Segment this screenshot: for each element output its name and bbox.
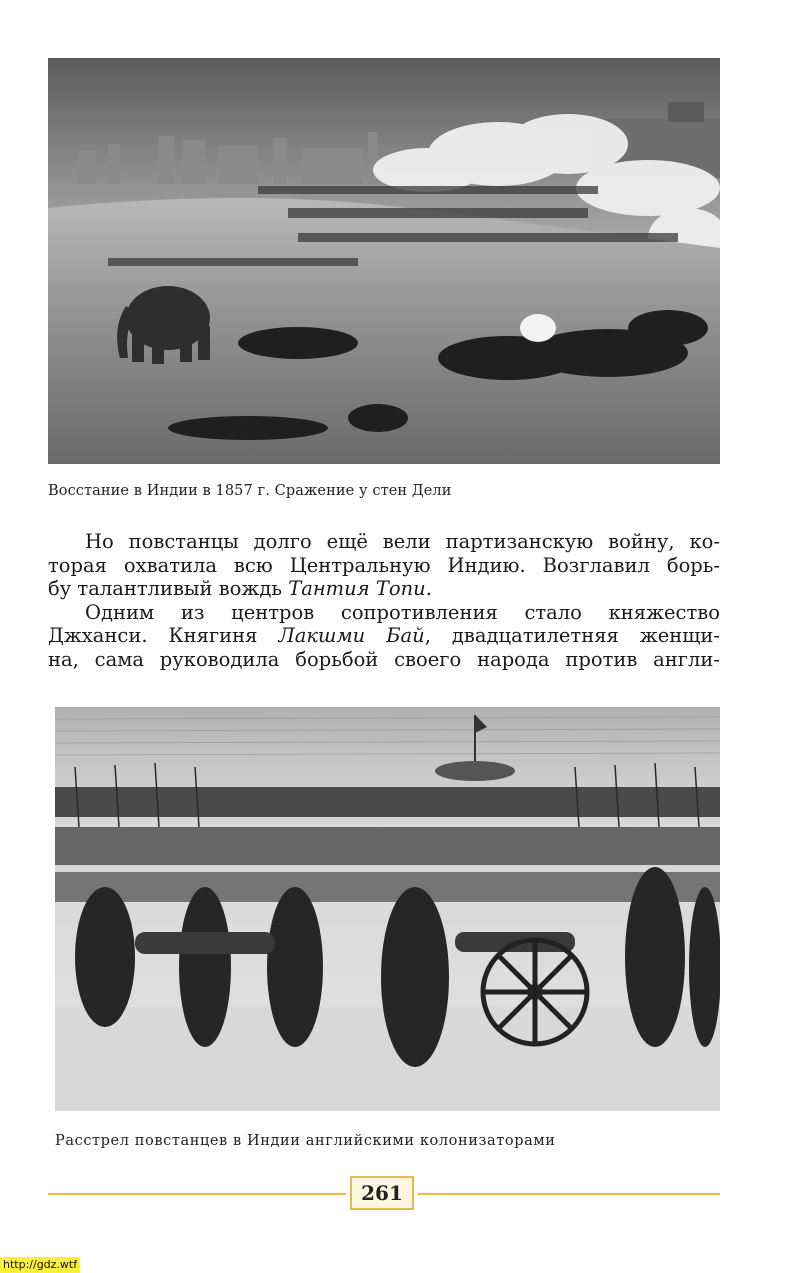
text-line (48, 601, 720, 625)
person-name-lakshmi-bai: Лакшми Бай (278, 624, 425, 648)
execution-engraving-image (55, 707, 720, 1111)
body-text (48, 530, 720, 672)
text-span: бу талантливый вождь (48, 577, 289, 601)
figure-caption-2: Расстрел повстанцев в Индии английскими колонизаторами (55, 1133, 556, 1149)
text-span: на, сама руководила борьбой своего народа против англи- (48, 647, 720, 671)
text-line (48, 624, 720, 648)
page-number: 261 (350, 1176, 414, 1210)
text-span: , двадцатилетняя женщи- (424, 624, 720, 648)
text-line (48, 577, 720, 601)
text-span: Одним из центров сопротивления стало княжество (85, 600, 720, 624)
text-line (48, 648, 720, 672)
text-line (48, 530, 720, 554)
text-span: Джханси. Княгиня (48, 624, 279, 648)
person-name-tantia-topi: Тантия Топи (288, 577, 426, 601)
text-span: торая охватила всю Центральную Индию. Возглавил борь- (48, 553, 720, 577)
battle-engraving-graphic (48, 58, 720, 464)
text-line (48, 554, 720, 578)
execution-engraving-graphic (55, 707, 720, 1111)
figure-caption-1: Восстание в Индии в 1857 г. Сражение у стен Дели (48, 483, 452, 499)
footer-rule-left (48, 1193, 346, 1195)
text-span: . (425, 577, 432, 601)
footer-rule-right (418, 1193, 720, 1195)
battle-engraving-image (48, 58, 720, 464)
text-span: Но повстанцы долго ещё вели партизанскую войну, ко- (85, 530, 720, 553)
watermark-link[interactable]: http://gdz.wtf (0, 1257, 80, 1273)
